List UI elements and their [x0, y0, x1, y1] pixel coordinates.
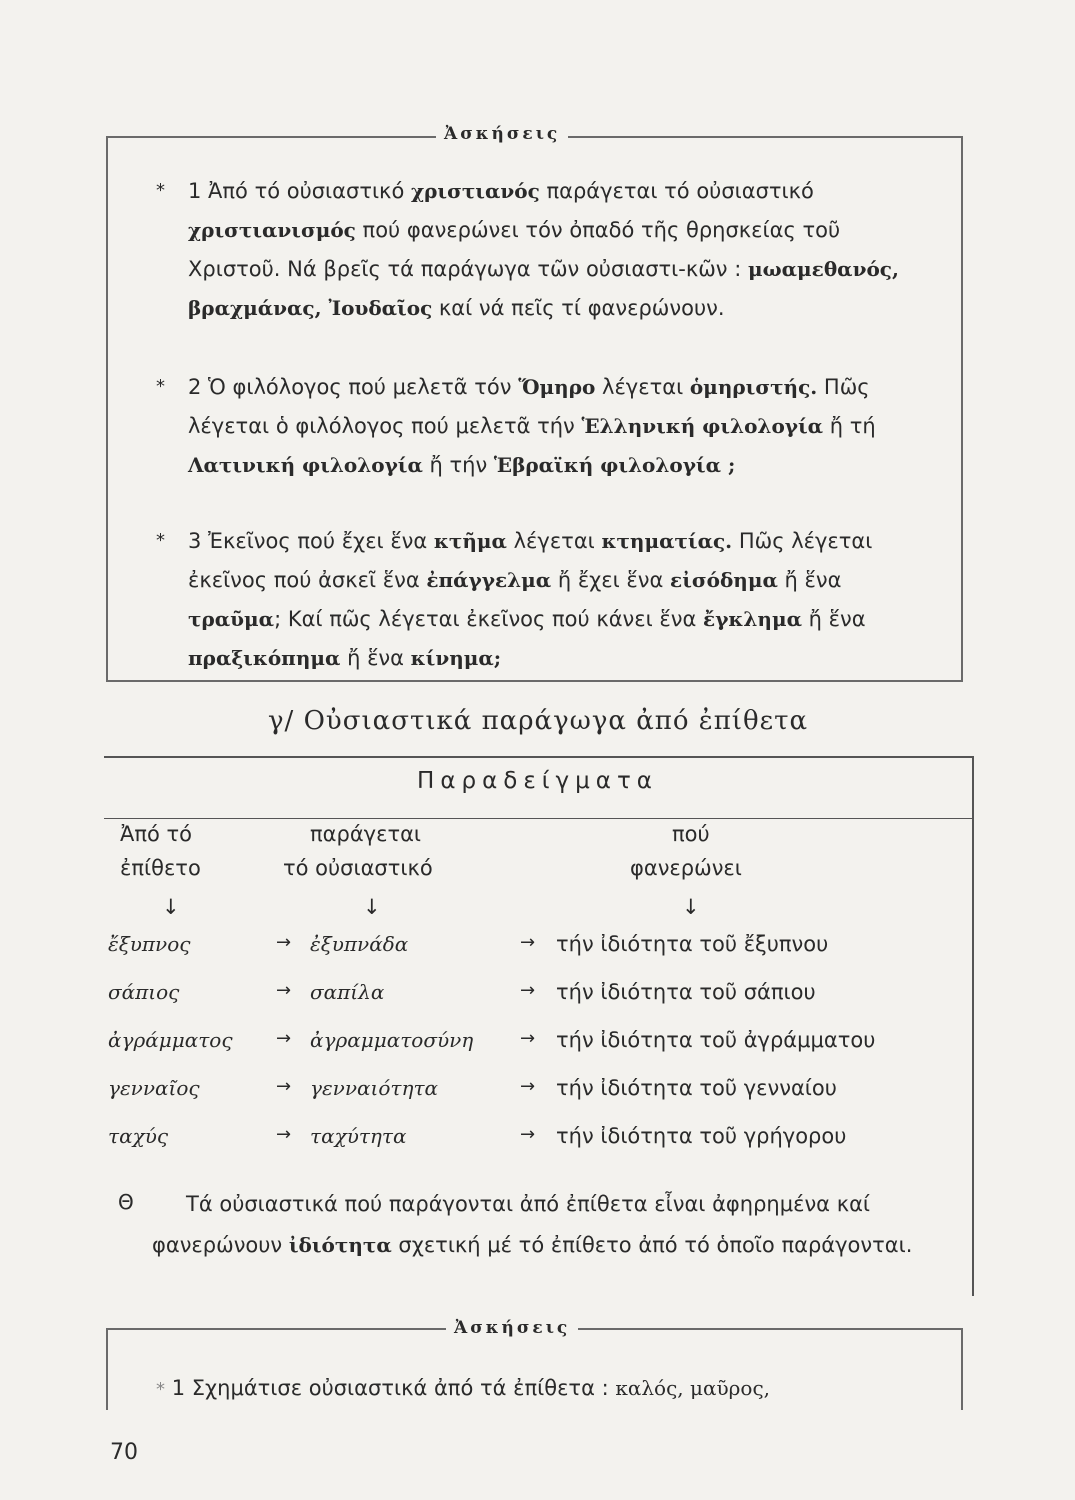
exercise-item — [188, 368, 908, 485]
noun-cell: ἐξυπνάδα — [310, 932, 409, 956]
exercise-number: 1 — [188, 179, 209, 203]
meaning-cell: τήν ἰδιότητα τοῦ γενναίου — [556, 1076, 837, 1100]
header-noun-1: παράγεται — [310, 822, 422, 846]
meaning-cell: τήν ἰδιότητα τοῦ σάπιου — [556, 980, 816, 1004]
bold-term: Λατινική φιλολογία — [188, 453, 423, 477]
right-arrow-icon: → — [520, 1076, 536, 1097]
right-arrow-icon: → — [276, 1076, 292, 1097]
table-top-line — [104, 756, 974, 758]
text-run: παράγεται τό οὐσιαστικό — [539, 179, 814, 203]
header-adjective-1: Ἀπό τό — [120, 822, 193, 846]
bold-term: ἔγκλημα — [703, 607, 802, 631]
exercise-number: 1 — [171, 1376, 186, 1400]
adjective-cell: ἀγράμματος — [108, 1028, 233, 1052]
right-arrow-icon: → — [520, 1028, 536, 1049]
bold-term: κτῆμα — [433, 529, 507, 553]
bold-term: Ἑβραϊκή φιλολογία ; — [493, 453, 736, 477]
right-arrow-icon: → — [276, 980, 292, 1001]
section-title: Οὐσιαστικά παράγωγα ἀπό ἐπίθετα — [303, 706, 809, 736]
noun-cell: ταχύτητα — [310, 1124, 407, 1148]
rule-text — [152, 1184, 972, 1266]
bold-term: πραξικόπημα — [188, 646, 341, 670]
meaning-cell: τήν ἰδιότητα τοῦ ἀγράμματου — [556, 1028, 876, 1052]
exercise-text: Σχημάτισε οὐσιαστικά ἀπό τά ἐπίθετα : — [191, 1376, 609, 1400]
exercise-number: 2 — [188, 375, 209, 399]
bold-term: χριστιανισμός — [188, 218, 356, 242]
header-meaning-1: πού — [672, 822, 710, 846]
down-arrow-icon: ↓ — [363, 895, 381, 919]
meaning-cell: τήν ἰδιότητα τοῦ ἔξυπνου — [556, 932, 829, 956]
bold-term: χριστιανός — [410, 179, 540, 203]
exercise-bold-text: καλός, μαῦρος, — [615, 1376, 771, 1400]
bold-term: ἰδιότητα — [288, 1233, 392, 1257]
text-run: Ἀπό τό οὐσιαστικό — [208, 179, 411, 203]
adjective-cell: ταχύς — [108, 1124, 169, 1148]
header-adjective-2: ἐπίθετο — [120, 856, 201, 880]
exercises-title: Ἀσκήσεις — [436, 124, 568, 144]
right-arrow-icon: → — [520, 1124, 536, 1145]
exercise-item — [188, 172, 908, 328]
rule-symbol-icon: Θ — [118, 1190, 134, 1214]
text-run: Ἐκεῖνος πού ἔχει ἕνα — [208, 529, 434, 553]
noun-cell: γενναιότητα — [310, 1076, 439, 1100]
bold-term: μωαμεθανός, βραχμάνας, Ἰουδαῖος — [188, 257, 899, 320]
adjective-cell: ἔξυπνος — [108, 932, 191, 956]
table-header-line — [104, 818, 974, 819]
exercise-item-2-1 — [156, 1376, 770, 1400]
down-arrow-icon: ↓ — [682, 895, 700, 919]
text-run: ἤ τήν — [422, 453, 494, 477]
bold-term: ἐπάγγελμα — [426, 568, 552, 592]
header-noun-2: τό οὐσιαστικό — [283, 856, 433, 880]
text-run: ; Καί πῶς λέγεται ἐκεῖνος πού κάνει ἕνα — [274, 607, 704, 631]
table-right-line — [972, 756, 974, 1296]
text-run: σχετική μέ τό ἐπίθετο ἀπό τό ὁποῖο παράγονται. — [391, 1233, 913, 1257]
text-run: Πῶς λέγεται ἐκεῖνος πού ἀσκεῖ ἕνα — [188, 529, 873, 592]
text-run: καί νά πεῖς τί φανερώνουν. — [432, 296, 725, 320]
bold-term: ὁμηριστής. — [689, 375, 818, 399]
section-heading — [268, 706, 808, 736]
text-run: πού φανερώνει τόν ὀπαδό τῆς θρησκείας τοῦ Χριστοῦ. Νά βρεῖς τά παράγωγα τῶν οὐσιαστι-κῶν : — [188, 218, 841, 281]
bold-term: κίνημα; — [410, 646, 502, 670]
adjective-cell: σάπιος — [108, 980, 180, 1004]
meaning-cell: τήν ἰδιότητα τοῦ γρήγορου — [556, 1124, 847, 1148]
text-run: ἤ τή — [823, 414, 876, 438]
text-run: λέγεται — [506, 529, 602, 553]
star-icon: * — [156, 1379, 165, 1400]
section-label: γ/ — [268, 706, 295, 736]
text-run: Πῶς λέγεται ὁ φιλόλογος πού μελετᾶ τήν — [188, 375, 870, 438]
examples-title: Παραδείγματα — [417, 768, 658, 794]
text-run: Τά οὐσιαστικά πού παράγονται ἀπό ἐπίθετα εἶναι ἀφηρημένα καί φανερώνουν — [152, 1192, 871, 1257]
text-run: ἤ ἔχει ἕνα — [551, 568, 671, 592]
text-run: λέγεται — [595, 375, 690, 399]
bold-term: Ἑλληνική φιλολογία — [581, 414, 824, 438]
page-number: 70 — [110, 1440, 138, 1465]
noun-cell: ἀγραμματοσύνη — [310, 1028, 474, 1052]
text-run: ἤ ἕνα — [777, 568, 842, 592]
text-run: Ὁ φιλόλογος πού μελετᾶ τόν — [208, 375, 519, 399]
bold-term: κτηματίας. — [601, 529, 733, 553]
bold-term: εἰσόδημα — [670, 568, 778, 592]
star-icon: * — [156, 376, 165, 397]
right-arrow-icon: → — [520, 980, 536, 1001]
down-arrow-icon: ↓ — [162, 895, 180, 919]
bold-term: τραῦμα — [188, 607, 275, 631]
bold-term: Ὅμηρο — [518, 375, 596, 399]
noun-cell: σαπίλα — [310, 980, 385, 1004]
right-arrow-icon: → — [276, 932, 292, 953]
star-icon: * — [156, 180, 165, 201]
right-arrow-icon: → — [276, 1028, 292, 1049]
right-arrow-icon: → — [520, 932, 536, 953]
header-meaning-2: φανερώνει — [630, 856, 742, 880]
star-icon: * — [156, 530, 165, 551]
adjective-cell: γενναῖος — [108, 1076, 200, 1100]
exercises-title-2: Ἀσκήσεις — [446, 1318, 578, 1338]
text-run: ἤ ἕνα — [801, 607, 866, 631]
exercise-item — [188, 522, 908, 678]
exercise-number: 3 — [188, 529, 209, 553]
text-run: ἤ ἕνα — [340, 646, 411, 670]
right-arrow-icon: → — [276, 1124, 292, 1145]
